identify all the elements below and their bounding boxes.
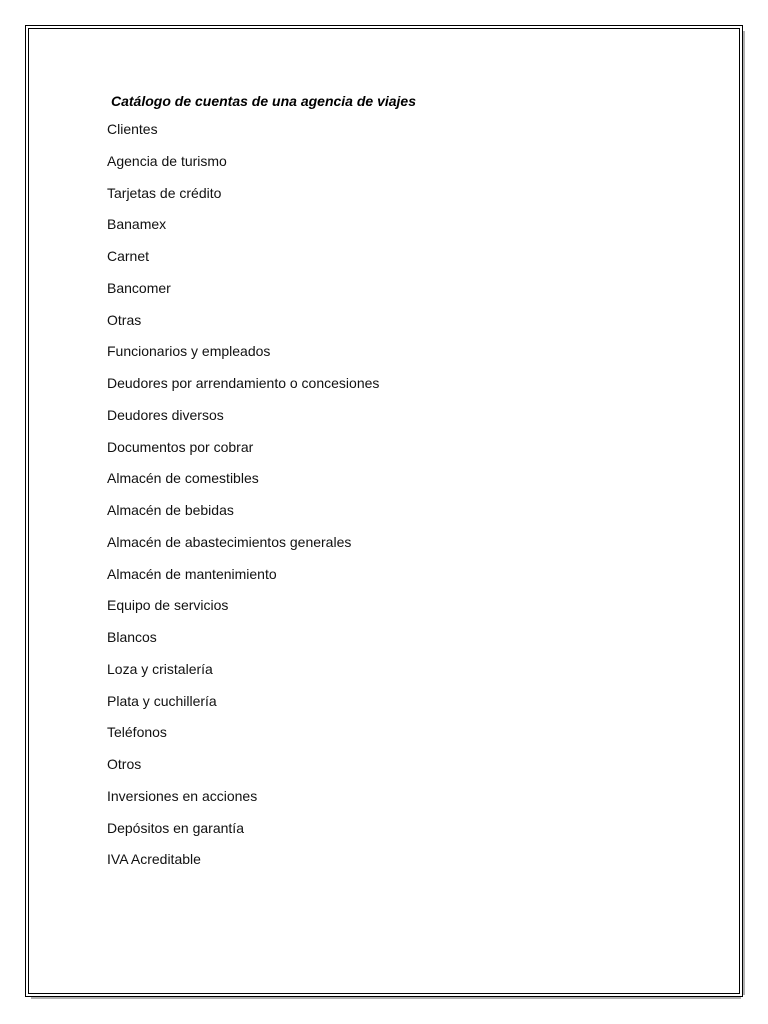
account-item: Deudores diversos [107, 406, 224, 423]
account-item: Plata y cuchillería [107, 692, 217, 709]
account-item: Inversiones en acciones [107, 787, 258, 804]
account-item: Depósitos en garantía [107, 819, 244, 836]
account-item: Almacén de mantenimiento [107, 565, 277, 582]
account-item: Almacén de bebidas [107, 502, 234, 518]
account-item: Agencia de turismo [107, 152, 227, 169]
account-item: Loza y cristalería [107, 660, 213, 677]
account-item: Banamex [107, 216, 167, 233]
document-title: Catálogo de cuentas de una agencia de viajes [111, 93, 416, 109]
account-item: Tarjetas de crédito [107, 184, 222, 201]
account-item: Equipo de servicios [107, 597, 229, 614]
account-item: Funcionarios y empleados [107, 343, 271, 360]
account-item: Teléfonos [107, 724, 167, 741]
account-item: Bancomer [107, 279, 171, 296]
account-item: Otros [107, 756, 142, 772]
account-item: Almacén de abastecimientos generales [107, 533, 352, 550]
account-item: Deudores por arrendamiento o concesiones [107, 375, 380, 391]
account-item: Clientes [107, 121, 158, 137]
account-item: Carnet [107, 248, 150, 264]
account-item: Documentos por cobrar [107, 438, 254, 455]
account-item: Almacén de comestibles [107, 470, 259, 487]
document-content [107, 88, 707, 876]
account-list [107, 114, 707, 876]
account-item: Blancos [107, 629, 157, 645]
account-item: Otras [107, 311, 142, 328]
account-item: IVA Acreditable [107, 851, 201, 868]
